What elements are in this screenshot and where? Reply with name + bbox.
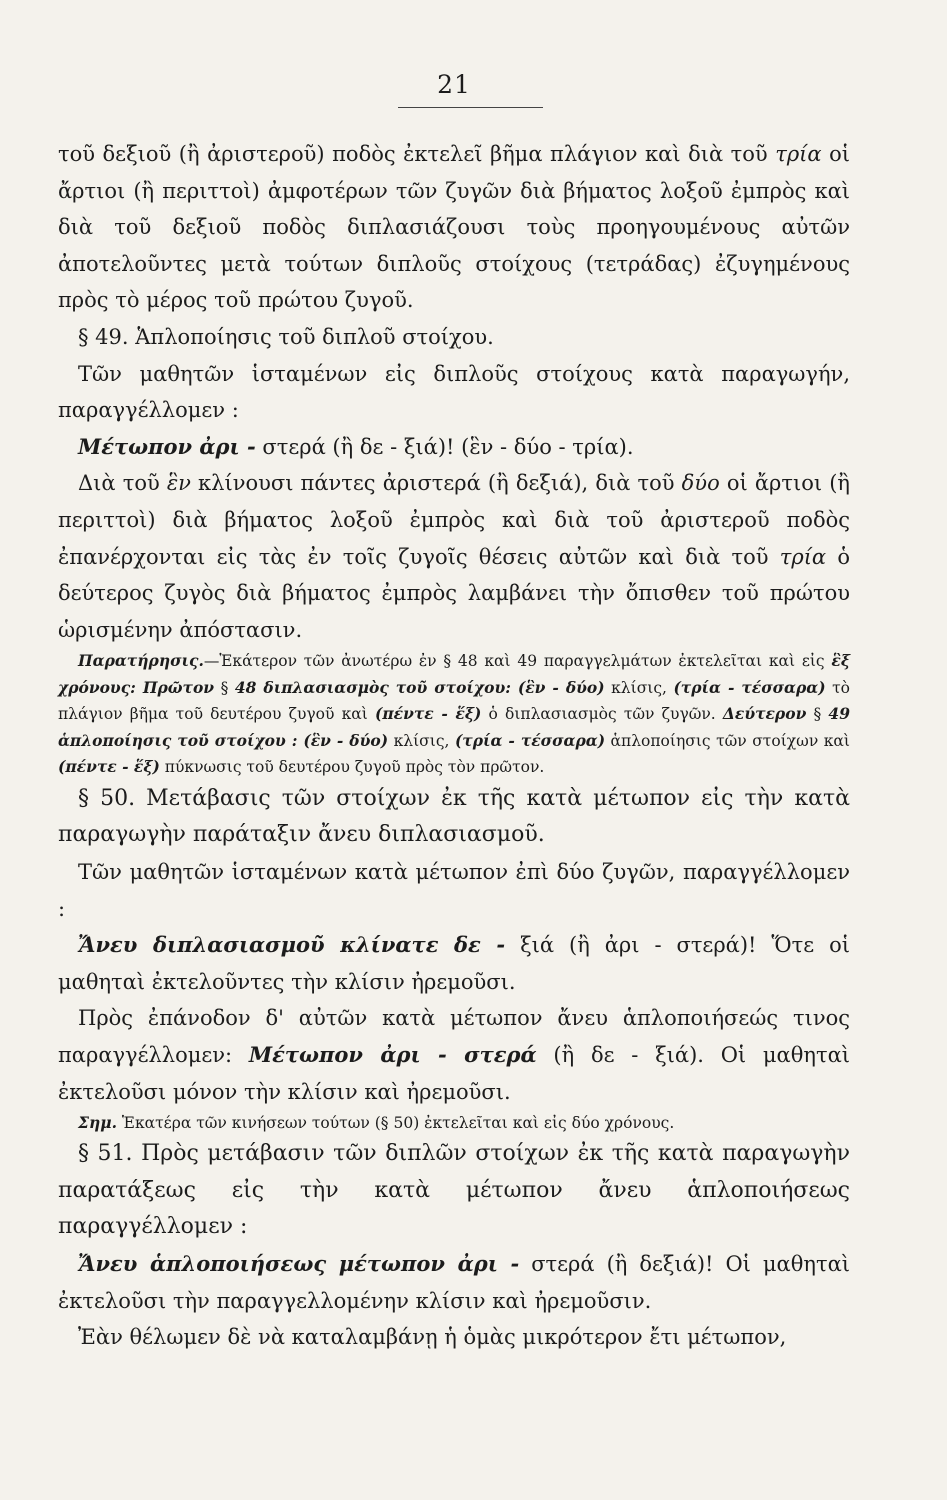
text-run: τὸ πλάγιον βῆμα τοῦ δευτέρου ζυγοῦ καὶ	[58, 678, 850, 724]
text-run: —Ἑκάτερον τῶν ἀνωτέρω ἐν § 48 καὶ 49 παραγγελμάτων ἐκτελεῖται καὶ εἰς	[203, 652, 832, 671]
section-49-paragraph: Τῶν μαθητῶν ἱσταμένων εἰς διπλοῦς στοίχους κατὰ παραγωγήν, παραγγέλλομεν :	[58, 361, 850, 423]
text-run: στερά (ἢ δεξιά)! Οἱ μαθηταὶ ἐκτελοῦσι τὴν παραγγελλομένην κλίσιν καὶ ἠρεμοῦσιν.	[58, 1251, 850, 1313]
italic-word: ἓν	[166, 471, 191, 496]
text-run: οἱ ἄρτιοι (ἢ περιττοὶ) ἀμφοτέρων τῶν ζυγῶν διὰ βήματος λοξοῦ ἐμπρὸς καὶ διὰ τοῦ δεξιοῦ ποδὸς διπλασιάζουσι τοὺς προηγουμένους αὐτῶν ἀποτελοῦντες μετὰ τούτων διπλοῦς στοίχους (τετράδας) ἐζυγημένους πρὸς τὸ μέρος τοῦ πρώτου ζυγοῦ.	[58, 142, 850, 313]
command-text: Μέτωπον ἀρι -	[78, 433, 256, 459]
section-49-heading: § 49. Ἁπλοποίησις τοῦ διπλοῦ στοίχου.	[78, 324, 494, 349]
page-body	[58, 136, 850, 1356]
text-run: ὁ δεύτερος ζυγὸς διὰ βήματος ἐμπρὸς λαμβάνει τὴν ὄπισθεν τοῦ πρώτου ὡρισμένην ἀπόστασιν.	[58, 544, 850, 642]
text-run: κλίνουσι πάντες ἀριστερά (ἢ δεξιά), διὰ τοῦ	[190, 471, 682, 496]
note-label: Παρατήρησις.	[78, 651, 204, 671]
paragraph-continuation	[58, 136, 850, 319]
section-49-explanation	[58, 465, 850, 648]
text-run: ξιά (ἢ ἀρι - στερά)! Ὅτε οἱ μαθηταὶ ἐκτελοῦντες τὴν κλίσιν ἠρεμοῦσι.	[58, 933, 850, 994]
command-text: Ἄνευ διπλασιασμοῦ κλίνατε δε -	[78, 932, 506, 958]
bold-run: 48 διπλασιασμὸς τοῦ στοίχου: (ἓν - δύο)	[234, 677, 605, 697]
command-text: Μέτωπον ἀρι - στερά	[248, 1041, 537, 1067]
text-run: κλίσις,	[388, 731, 455, 750]
section-50-return	[58, 1000, 850, 1110]
text-run: ἁπλοποίησις τῶν στοίχων καὶ	[605, 731, 850, 750]
text-run: τοῦ δεξιοῦ (ἢ ἀριστεροῦ) ποδὸς ἐκτελεῖ βῆμα πλάγιον καὶ διὰ τοῦ	[58, 142, 768, 166]
section-50-paragraph: Τῶν μαθητῶν ἱσταμένων κατὰ μέτωπον ἐπὶ δύο ζυγῶν, παραγγέλλομεν :	[58, 860, 850, 921]
text-run: οἱ ἄρτιοι (ἢ περιττοὶ) διὰ βήματος λοξοῦ ἐμπρὸς καὶ διὰ τοῦ ἀριστεροῦ ποδὸς ἐπανέρχονται εἰς τὰς ἐν τοῖς ζυγοῖς θέσεις αὐτῶν καὶ διὰ τοῦ	[58, 471, 850, 569]
text-run: ὁ διπλασιασμὸς τῶν ζυγῶν.	[481, 705, 723, 724]
section-51-command	[58, 1246, 850, 1319]
text-run: §	[214, 678, 235, 697]
bold-run: ἓξ χρόνους: Πρῶτον	[58, 651, 850, 697]
italic-word: τρία	[779, 544, 827, 569]
text-run: Διὰ τοῦ	[78, 471, 167, 496]
text-run: (ἢ δε - ξιά). Οἱ μαθηταὶ ἐκτελοῦσι μόνον τὴν κλίσιν καὶ ἠρεμοῦσι.	[58, 1042, 850, 1104]
section-50-heading: § 50. Μετάβασις τῶν στοίχων ἐκ τῆς κατὰ μέτωπον εἰς τὴν κατὰ παραγωγὴν παράταξιν ἄνευ διπλασιασμοῦ.	[58, 785, 850, 848]
italic-word: δύο	[681, 471, 720, 496]
bold-run: Δεύτερον	[722, 704, 807, 724]
header-rule	[398, 107, 543, 108]
text-run: §	[806, 705, 829, 724]
command-text: Ἄνευ ἁπλοποιήσεως μέτωπον ἀρι -	[78, 1250, 520, 1276]
section-51-paragraph: § 51. Πρὸς μετάβασιν τῶν διπλῶν στοίχων ἐκ τῆς κατὰ παραγωγὴν παρατάξεως εἰς τὴν κατὰ μέτωπον ἄνευ ἁπλοποιήσεως παραγγέλλομεν :	[58, 1141, 850, 1240]
bold-run: 49 ἁπλοποίησις τοῦ στοίχου : (ἓν - δύο)	[58, 704, 850, 750]
text-run: Ἑκατέρα τῶν κινήσεων τούτων (§ 50) ἐκτελεῖται καὶ εἰς δύο χρόνους.	[116, 1114, 675, 1133]
section-51-continuation: Ἐὰν θέλωμεν δὲ νὰ καταλαμβάνῃ ἡ ὁμὰς μικρότερον ἔτι μέτωπον,	[78, 1325, 787, 1350]
text-run: πύκνωσις τοῦ δευτέρου ζυγοῦ πρὸς τὸν πρῶτον.	[159, 758, 545, 777]
section-50-command	[58, 927, 850, 1000]
text-run: κλίσις,	[604, 678, 674, 697]
italic-word: τρία	[775, 142, 822, 166]
text-run: στερά (ἢ δε - ξιά)! (ἓν - δύο - τρία).	[255, 434, 634, 459]
section-49-command	[58, 429, 850, 466]
note-label: Σημ.	[78, 1113, 117, 1133]
bold-run: (τρία - τέσσαρα)	[673, 677, 826, 697]
book-page	[58, 60, 850, 1356]
remark-note	[58, 648, 850, 781]
footnote	[58, 1110, 850, 1136]
bold-run: (τρία - τέσσαρα)	[454, 730, 606, 750]
bold-run: (πέντε - ἕξ)	[375, 704, 482, 724]
text-run: Πρὸς ἐπάνοδον δ' αὐτῶν κατὰ μέτωπον ἄνευ ἁπλοποιήσεώς τινος παραγγέλλομεν:	[58, 1006, 850, 1067]
bold-run: (πέντε - ἕξ)	[58, 757, 160, 777]
page-number: 21	[437, 70, 471, 99]
